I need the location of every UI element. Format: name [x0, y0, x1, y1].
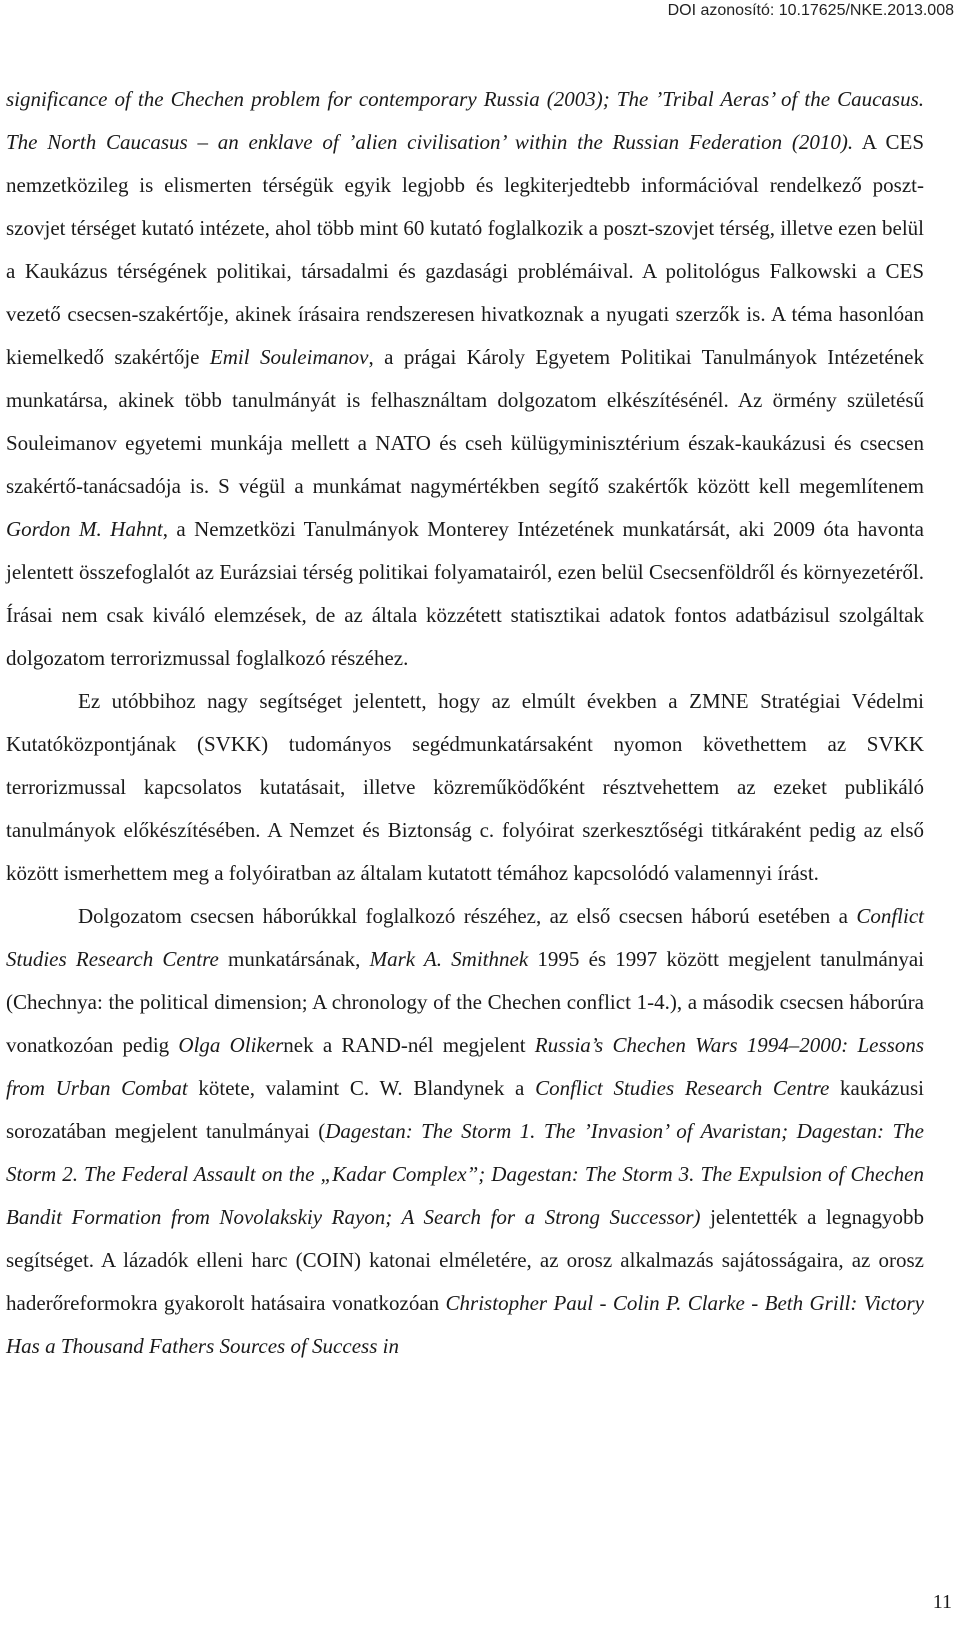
italic-text-segment: Mark A. Smithnek [369, 947, 529, 971]
document-body [6, 78, 924, 1368]
italic-text-segment: Conflict Studies Research Centre [6, 904, 924, 971]
italic-text-segment: Russia’s Chechen Wars 1994–2000: Lessons from Urban Combat [6, 1033, 925, 1100]
text-segment: , a prágai Károly Egyetem Politikai Tanulmányok Intézetének munkatársa, akinek több tanulmányát is felhasználtam dolgozatom elkészítésénél. Az örmény születésű Souleimanov egyetemi munkája mellett a NATO és cseh külügyminisztérium észak-kaukázusi és csecsen szakértő-tanácsadója is. S végül a munkámat nagymértékben segítő szakértők között kell megemlítenem [6, 345, 924, 498]
text-segment: kötete, valamint C. W. Blandynek a [187, 1076, 536, 1100]
italic-text-segment: Olga Oliker [178, 1033, 284, 1057]
text-segment: Ez utóbbihoz nagy segítséget jelentett, hogy az elmúlt években a ZMNE Stratégiai Védelmi Kutatóközpontjának (SVKK) tudományos segédmunkatársaként nyomon követhettem az SVKK terrorizmussal kapcsolatos kutatásait, illetve közreműködőként résztvehettem az ezeket publikáló tanulmányok előkészítésében. A Nemzet és Biztonság c. folyóirat szerkesztőségi titkáraként pedig az első között ismerhettem meg a folyóiratban az általam kutatott témához kapcsolódó valamennyi írást. [6, 689, 924, 885]
paragraph [6, 895, 924, 1368]
italic-text-segment: Emil Souleimanov [209, 345, 369, 369]
text-segment: Dolgozatom csecsen háborúkkal foglalkozó részéhez, az első csecsen háború esetében a [78, 904, 857, 928]
italic-text-segment: Gordon M. Hahnt [6, 517, 163, 541]
text-segment: jelentették a legnagyobb segítséget. A lázadók elleni harc (COIN) katonai elméletére, az orosz alkalmazás sajátosságaira, az orosz haderőreformokra gyakorolt hatásaira vonatkozóan [6, 1205, 924, 1315]
text-segment: nek a RAND-nél megjelent [283, 1033, 535, 1057]
paragraph [6, 78, 924, 680]
italic-text-segment: Conflict Studies Research Centre [535, 1076, 830, 1100]
text-segment: munkatársának, [218, 947, 370, 971]
italic-text-segment: significance of the Chechen problem for contemporary Russia (2003); The ’Tribal Aeras’ of the Caucasus. The North Caucasus – an enklave of ’alien civilisation’ within the Russian Federation (2010). [6, 87, 924, 154]
text-segment: , a Nemzetközi Tanulmányok Monterey Intézetének munkatársát, aki 2009 óta havonta jelentett összefoglalót az Eurázsiai térség politikai folyamatairól, ezen belül Csecsenföldről és környezetéről. Írásai nem csak kiváló elemzések, de az általa közzétett statisztikai adatok fontos adatbázisul szolgáltak dolgozatom terrorizmussal foglalkozó részéhez. [6, 517, 924, 670]
text-segment: kaukázusi sorozatában megjelent tanulmányai ( [6, 1076, 924, 1143]
text-segment: A CES nemzetközileg is elismerten térségük egyik legjobb és legkiterjedtebb információval rendelkező poszt-szovjet térséget kutató intézete, ahol több mint 60 kutató foglalkozik a poszt-szovjet térség, illetve ezen belül a Kaukázus térségének politikai, társadalmi és gazdasági problémáival. A politológus Falkowski a CES vezető csecsen-szakértője, akinek írásaira rendszeresen hivatkoznak a nyugati szerzők is. A téma hasonlóan kiemelkedő szakértője [6, 130, 924, 369]
text-segment: 1995 és 1997 között megjelent tanulmányai (Chechnya: the political dimension; A chronology of the Chechen conflict 1-4.), a második csecsen háborúra vonatkozóan pedig [6, 947, 924, 1057]
paragraph [6, 680, 924, 895]
doi-header: DOI azonosító: 10.17625/NKE.2013.008 [667, 2, 954, 19]
italic-text-segment: Dagestan: The Storm 1. The ’Invasion’ of Avaristan; Dagestan: The Storm 2. The Federal Assault on the „Kadar Complex”; Dagestan: The Storm 3. The Expulsion of Chechen Bandit Formation from Novolakskiy Rayon; A Search for a Strong Successor) [6, 1119, 924, 1229]
italic-text-segment: Christopher Paul - Colin P. Clarke - Beth Grill: Victory Has a Thousand Fathers Sources of Success in [6, 1291, 924, 1358]
page-number: 11 [932, 1591, 952, 1613]
